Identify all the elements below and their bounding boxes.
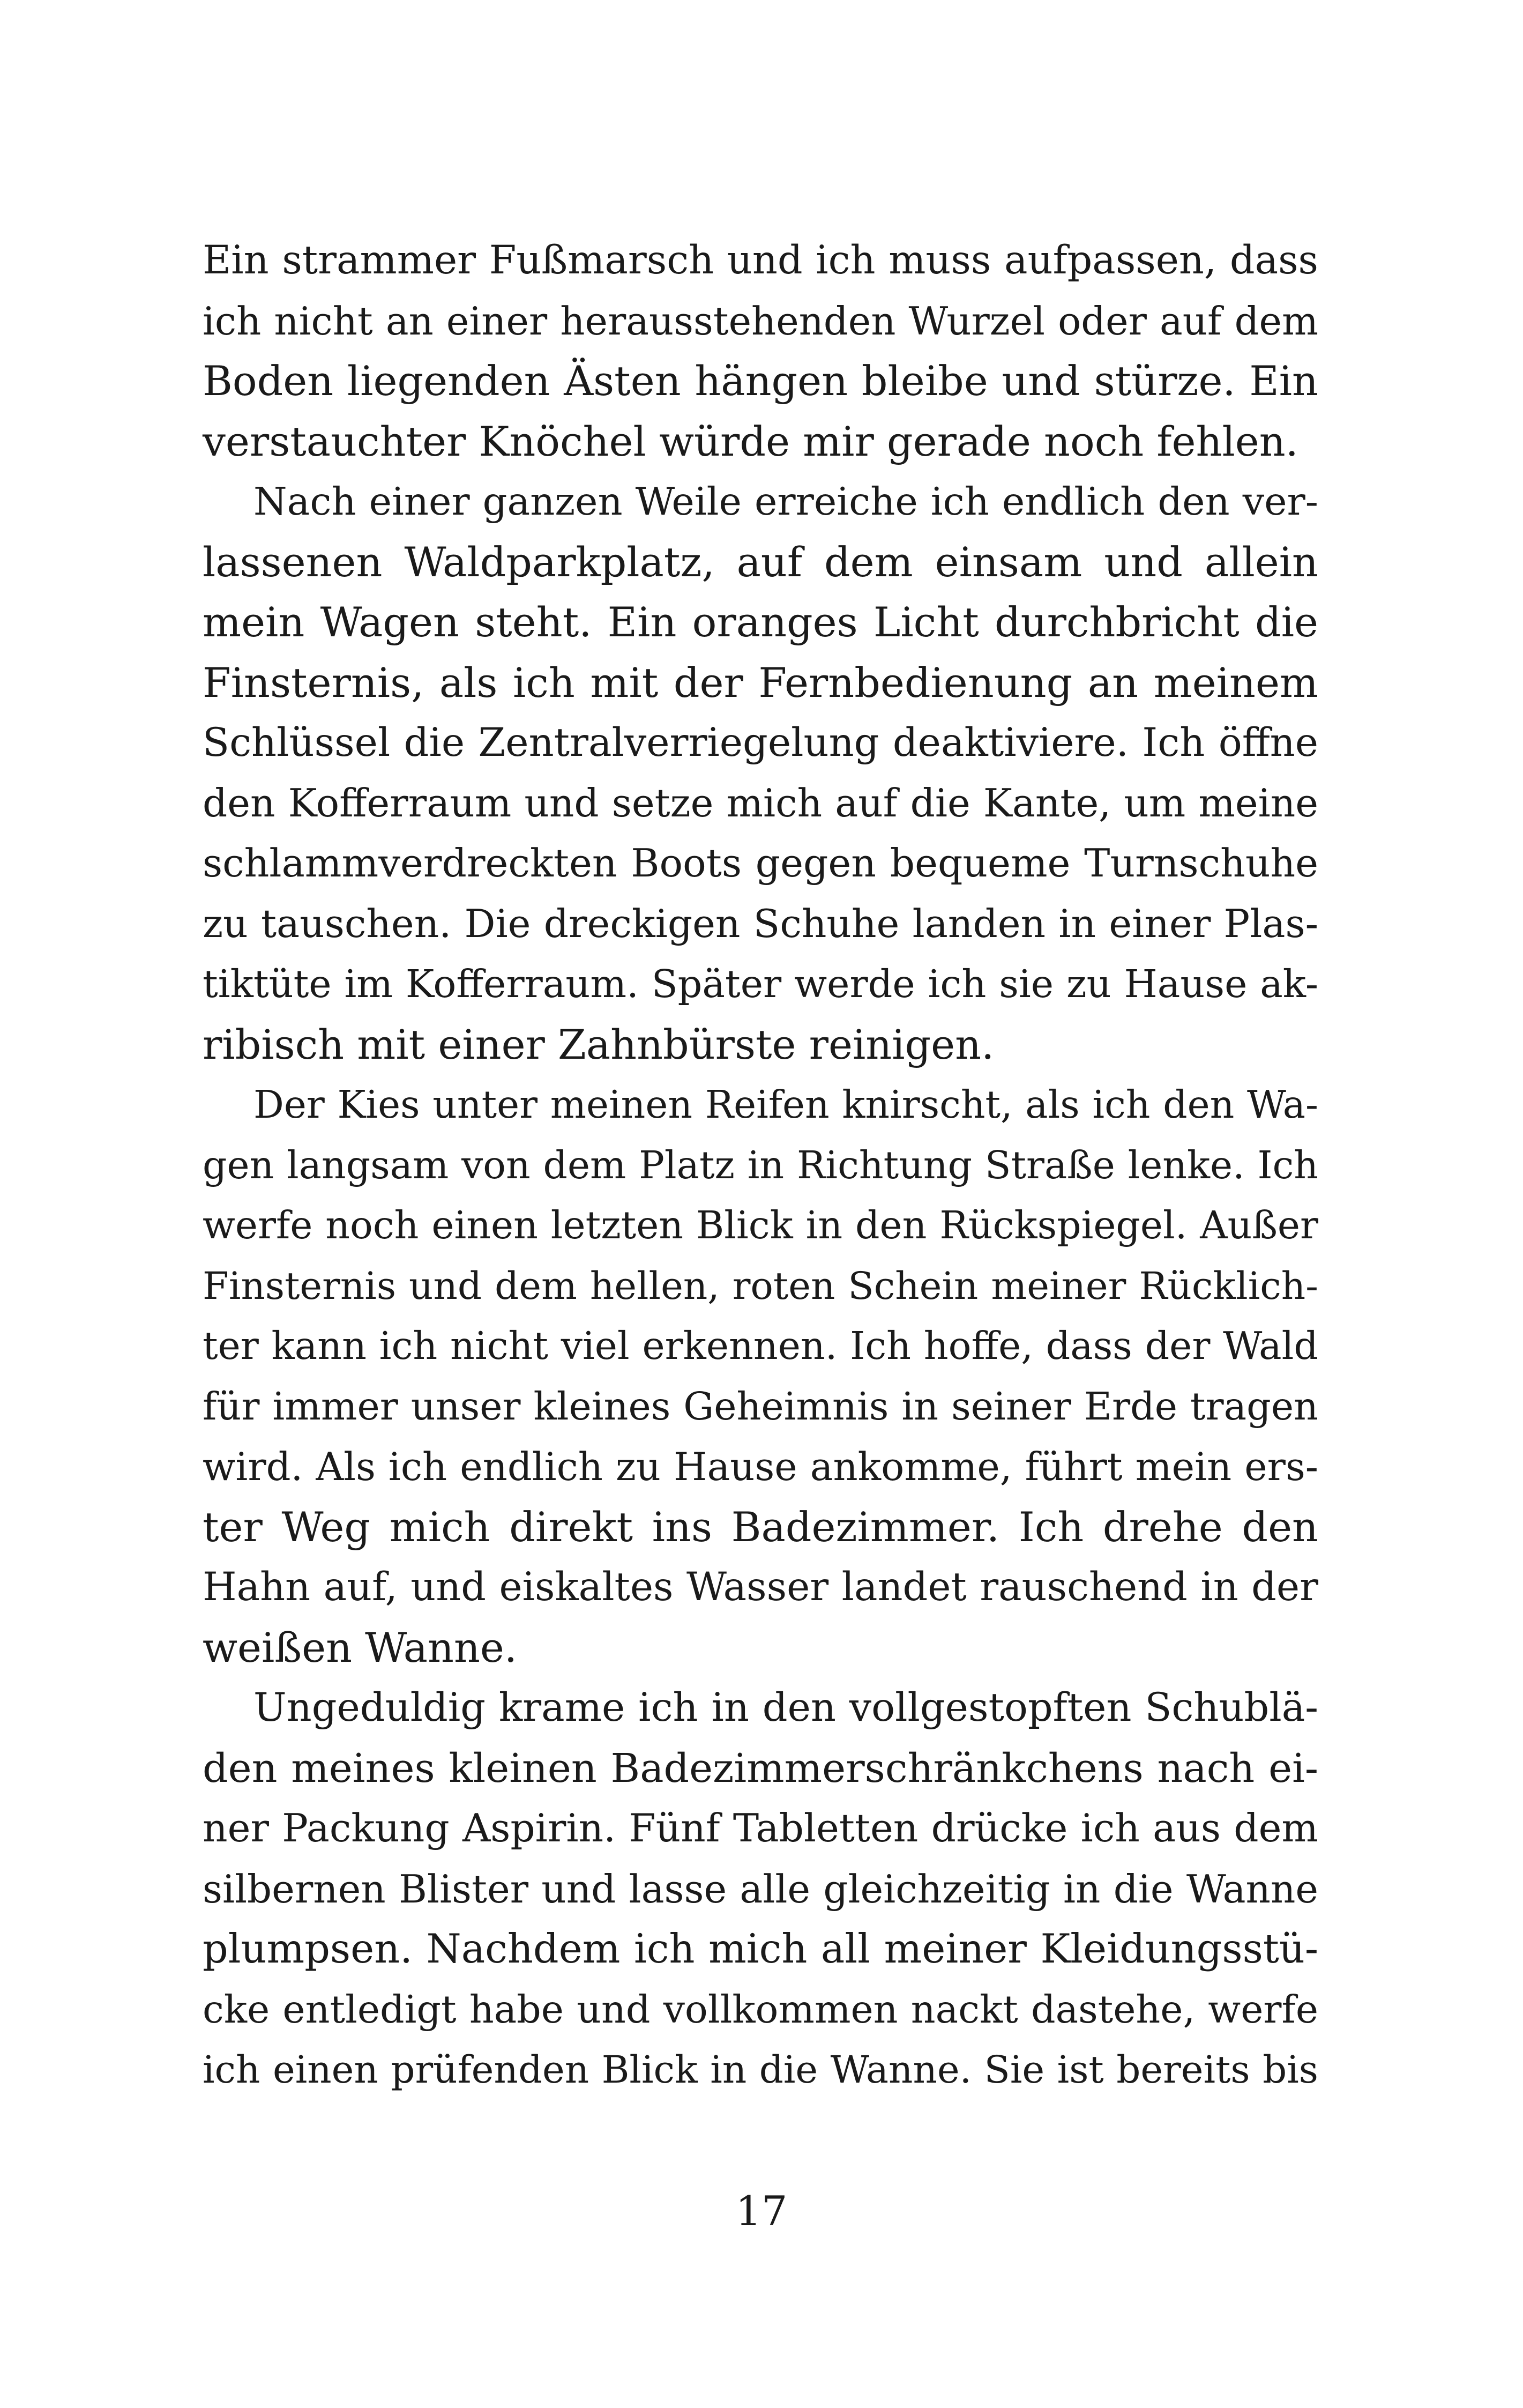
text-line: silbernen Blister und lasse alle gleichzeitig in die Wanne <box>203 1866 1318 1912</box>
text-line: wird. Als ich endlich zu Hause ankomme, führt mein ers- <box>203 1444 1318 1489</box>
text-line: plumpsen. Nachdem ich mich all meiner Kleidungsstü- <box>203 1926 1318 1972</box>
page-number: 17 <box>735 2187 788 2235</box>
text-line: für immer unser kleines Geheimnis in seiner Erde tragen <box>203 1384 1318 1429</box>
text-line: ich einen prüfenden Blick in die Wanne. Sie ist bereits bis <box>203 2048 1318 2092</box>
text-line: Ungeduldig krame ich in den vollgestopften Schublä- <box>253 1685 1318 1730</box>
text-line: Boden liegenden Ästen hängen bleibe und stürze. Ein <box>203 357 1318 405</box>
text-line: tiktüte im Kofferraum. Später werde ich sie zu Hause ak- <box>203 962 1318 1006</box>
text-line: cke entledigt habe und vollkommen nackt dastehe, werfe <box>203 1987 1318 2032</box>
text-line: ter Weg mich direkt ins Badezimmer. Ich drehe den <box>203 1503 1318 1551</box>
text-line: ter kann ich nicht viel erkennen. Ich hoffe, dass der Wald <box>203 1324 1318 1368</box>
text-line: zu tauschen. Die dreckigen Schuhe landen in einer Plas- <box>203 901 1318 947</box>
text-line: gen langsam von dem Platz in Richtung Straße lenke. Ich <box>203 1142 1318 1187</box>
text-line: den Kofferraum und setze mich auf die Kante, um meine <box>203 781 1318 826</box>
text-line: werfe noch einen letzten Blick in den Rückspiegel. Außer <box>203 1203 1318 1247</box>
text-line: Finsternis und dem hellen, roten Schein meiner Rücklich- <box>203 1264 1318 1308</box>
text-line: schlammverdreckten Boots gegen bequeme Turnschuhe <box>203 841 1318 886</box>
text-line: lassenen Waldparkplatz, auf dem einsam und allein <box>203 538 1318 586</box>
text-line: ich nicht an einer herausstehenden Wurzel oder auf dem <box>203 298 1318 344</box>
text-line: Hahn auf, und eiskaltes Wasser landet rauschend in der <box>203 1564 1318 1610</box>
text-line: Der Kies unter meinen Reifen knirscht, als ich den Wa- <box>253 1082 1318 1127</box>
text-line: ner Packung Aspirin. Fünf Tabletten drücke ich aus dem <box>203 1806 1318 1851</box>
text-line: Ein strammer Fußmarsch und ich muss aufpassen, dass <box>203 237 1318 283</box>
text-line: mein Wagen steht. Ein oranges Licht durchbricht die <box>203 598 1318 646</box>
text-line: Finsternis, als ich mit der Fernbedienung an meinem <box>203 658 1318 707</box>
text-line: weißen Wanne. <box>203 1623 518 1671</box>
text-line: verstauchter Knöchel würde mir gerade noch fehlen. <box>203 417 1298 465</box>
text-line: Nach einer ganzen Weile erreiche ich endlich den ver- <box>253 479 1318 524</box>
text-line: den meines kleinen Badezimmerschränkchens nach ei- <box>203 1744 1318 1792</box>
text-line: Schlüssel die Zentralverriegelung deaktiviere. Ich öffne <box>203 720 1318 765</box>
text-line: ribisch mit einer Zahnbürste reinigen. <box>203 1020 995 1068</box>
body-text <box>203 231 1318 2100</box>
